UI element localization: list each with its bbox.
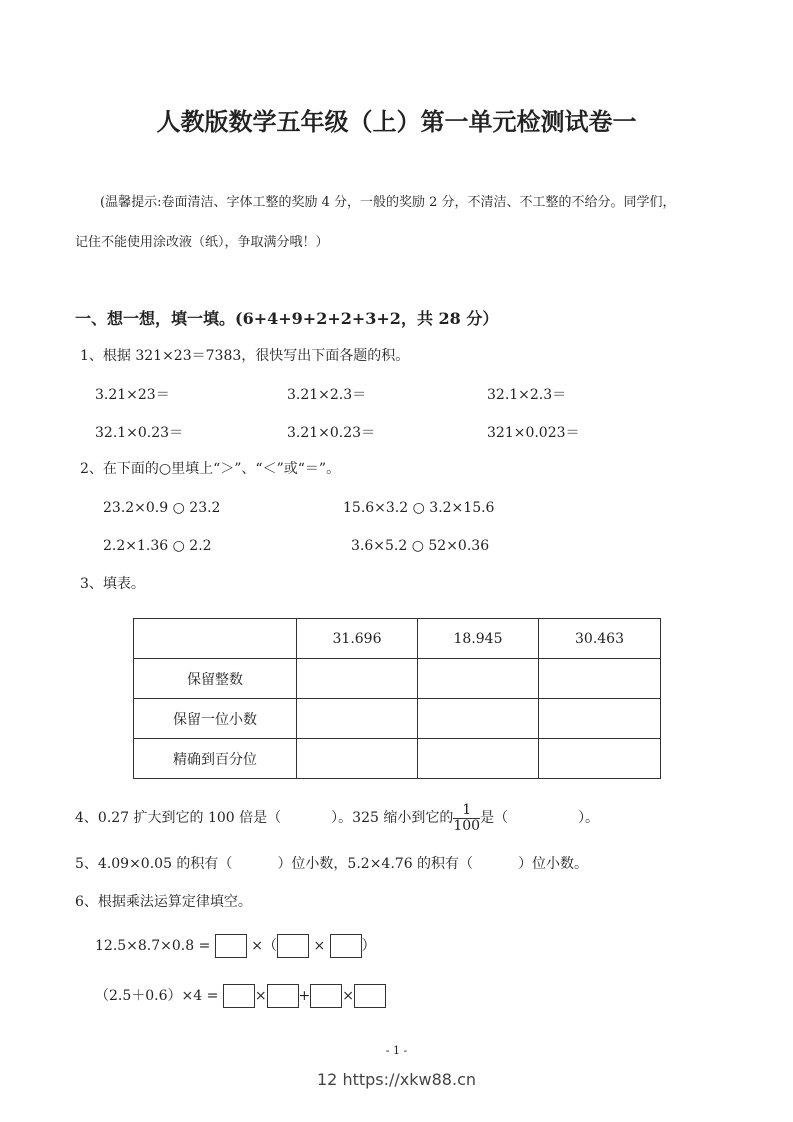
q1-item: 3.21×2.3＝ xyxy=(287,387,367,403)
q2-right: 52×0.36 xyxy=(428,538,490,554)
q1-item: 321×0.023＝ xyxy=(487,425,580,441)
q1-item: 3.21×23＝ xyxy=(95,387,170,403)
q6-eq2 xyxy=(95,983,386,1009)
answer-box[interactable] xyxy=(277,934,309,958)
q4-text: 4、0.27 扩大到它的 100 倍是（ xyxy=(75,810,282,826)
q1-item: 32.1×2.3＝ xyxy=(487,387,567,403)
q4-text: 是（ xyxy=(480,810,509,826)
table-row xyxy=(134,659,661,699)
eq-lhs: 12.5×8.7×0.8 = xyxy=(95,938,211,954)
answer-box[interactable] xyxy=(354,984,386,1008)
table-row xyxy=(134,699,661,739)
q2-item xyxy=(103,537,212,555)
times-sign: × xyxy=(313,938,326,954)
watermark: 12 https://xkw88.cn xyxy=(317,1070,476,1089)
answer-cell[interactable] xyxy=(297,659,418,699)
q1-item: 3.21×0.23＝ xyxy=(287,425,376,441)
answer-cell[interactable] xyxy=(539,699,661,739)
q2-right: 3.2×15.6 xyxy=(429,500,495,516)
answer-cell[interactable] xyxy=(418,659,539,699)
answer-box[interactable] xyxy=(267,984,299,1008)
page-title: 人教版数学五年级（上）第一单元检测试卷一 xyxy=(156,107,637,136)
compare-circle[interactable]: ○ xyxy=(411,538,424,554)
times-sign: × xyxy=(251,938,263,954)
table-row xyxy=(134,739,661,779)
fraction-numerator: 1 xyxy=(453,803,480,819)
q2-right: 23.2 xyxy=(189,500,221,516)
answer-cell[interactable] xyxy=(297,699,418,739)
q5-text: ）位小数，5.2×4.76 的积有（ xyxy=(277,856,474,872)
q2-item xyxy=(103,499,220,517)
rounding-table xyxy=(133,618,661,779)
q1-prompt: 1、根据 321×23＝7383，很快写出下面各题的积。 xyxy=(80,348,410,364)
q3-prompt: 3、填表。 xyxy=(80,576,145,592)
q2-item xyxy=(351,537,489,555)
eq-lhs: （2.5＋0.6）×4 = xyxy=(95,988,219,1004)
row-label: 保留一位小数 xyxy=(134,699,297,739)
q5 xyxy=(75,855,588,873)
compare-circle[interactable]: ○ xyxy=(412,500,425,516)
q5-text: 5、4.09×0.05 的积有（ xyxy=(75,856,233,872)
row-label: 保留整数 xyxy=(134,659,297,699)
row-label: 精确到百分位 xyxy=(134,739,297,779)
q4-text: ）。 xyxy=(578,810,600,826)
times-sign: × xyxy=(254,988,267,1004)
answer-cell[interactable] xyxy=(539,659,661,699)
table-header: 31.696 xyxy=(297,619,418,659)
table-header-row xyxy=(134,619,661,659)
times-sign: × xyxy=(342,988,355,1004)
fraction-denominator: 100 xyxy=(453,817,481,834)
answer-cell[interactable] xyxy=(418,739,539,779)
answer-box[interactable] xyxy=(215,934,247,958)
table-header xyxy=(134,619,297,659)
table-header: 18.945 xyxy=(418,619,539,659)
table-header: 30.463 xyxy=(539,619,661,659)
q6-prompt: 6、根据乘法运算定律填空。 xyxy=(75,894,252,910)
hint-line-1: (温馨提示:卷面清洁、字体工整的奖励 4 分，一般的奖励 2 分，不清洁、不工整的不给分。同学们， xyxy=(100,195,676,210)
hint-line-2: 记住不能使用涂改液（纸），争取满分哦！） xyxy=(75,235,329,250)
q2-left: 15.6×3.2 xyxy=(343,500,409,516)
answer-box[interactable] xyxy=(223,984,255,1008)
q2-right: 2.2 xyxy=(189,538,212,554)
q4-text: ）。325 缩小到它的 xyxy=(331,810,454,826)
compare-circle[interactable]: ○ xyxy=(172,500,185,516)
q2-left: 2.2×1.36 xyxy=(103,538,169,554)
answer-cell[interactable] xyxy=(297,739,418,779)
q1-item: 32.1×0.23＝ xyxy=(95,425,184,441)
q2-left: 3.6×5.2 xyxy=(351,538,408,554)
answer-cell[interactable] xyxy=(539,739,661,779)
q2-left: 23.2×0.9 xyxy=(103,500,169,516)
plus-sign: + xyxy=(298,988,311,1004)
fraction xyxy=(453,803,480,834)
answer-box[interactable] xyxy=(310,984,342,1008)
answer-cell[interactable] xyxy=(418,699,539,739)
q2-item xyxy=(343,499,494,517)
q2-prompt: 2、在下面的○里填上“＞”、“＜”或“＝”。 xyxy=(80,461,341,477)
q4 xyxy=(75,802,599,834)
compare-circle[interactable]: ○ xyxy=(172,538,185,554)
q6-eq1 xyxy=(95,933,376,959)
q5-text: ）位小数。 xyxy=(518,856,589,872)
section-heading: 一、想一想，填一填。(6+4+9+2+2+3+2，共 28 分） xyxy=(75,309,499,328)
paren: ） xyxy=(361,938,376,954)
paren: （ xyxy=(262,938,277,954)
page-number: - 1 - xyxy=(385,1044,408,1057)
answer-box[interactable] xyxy=(330,934,362,958)
